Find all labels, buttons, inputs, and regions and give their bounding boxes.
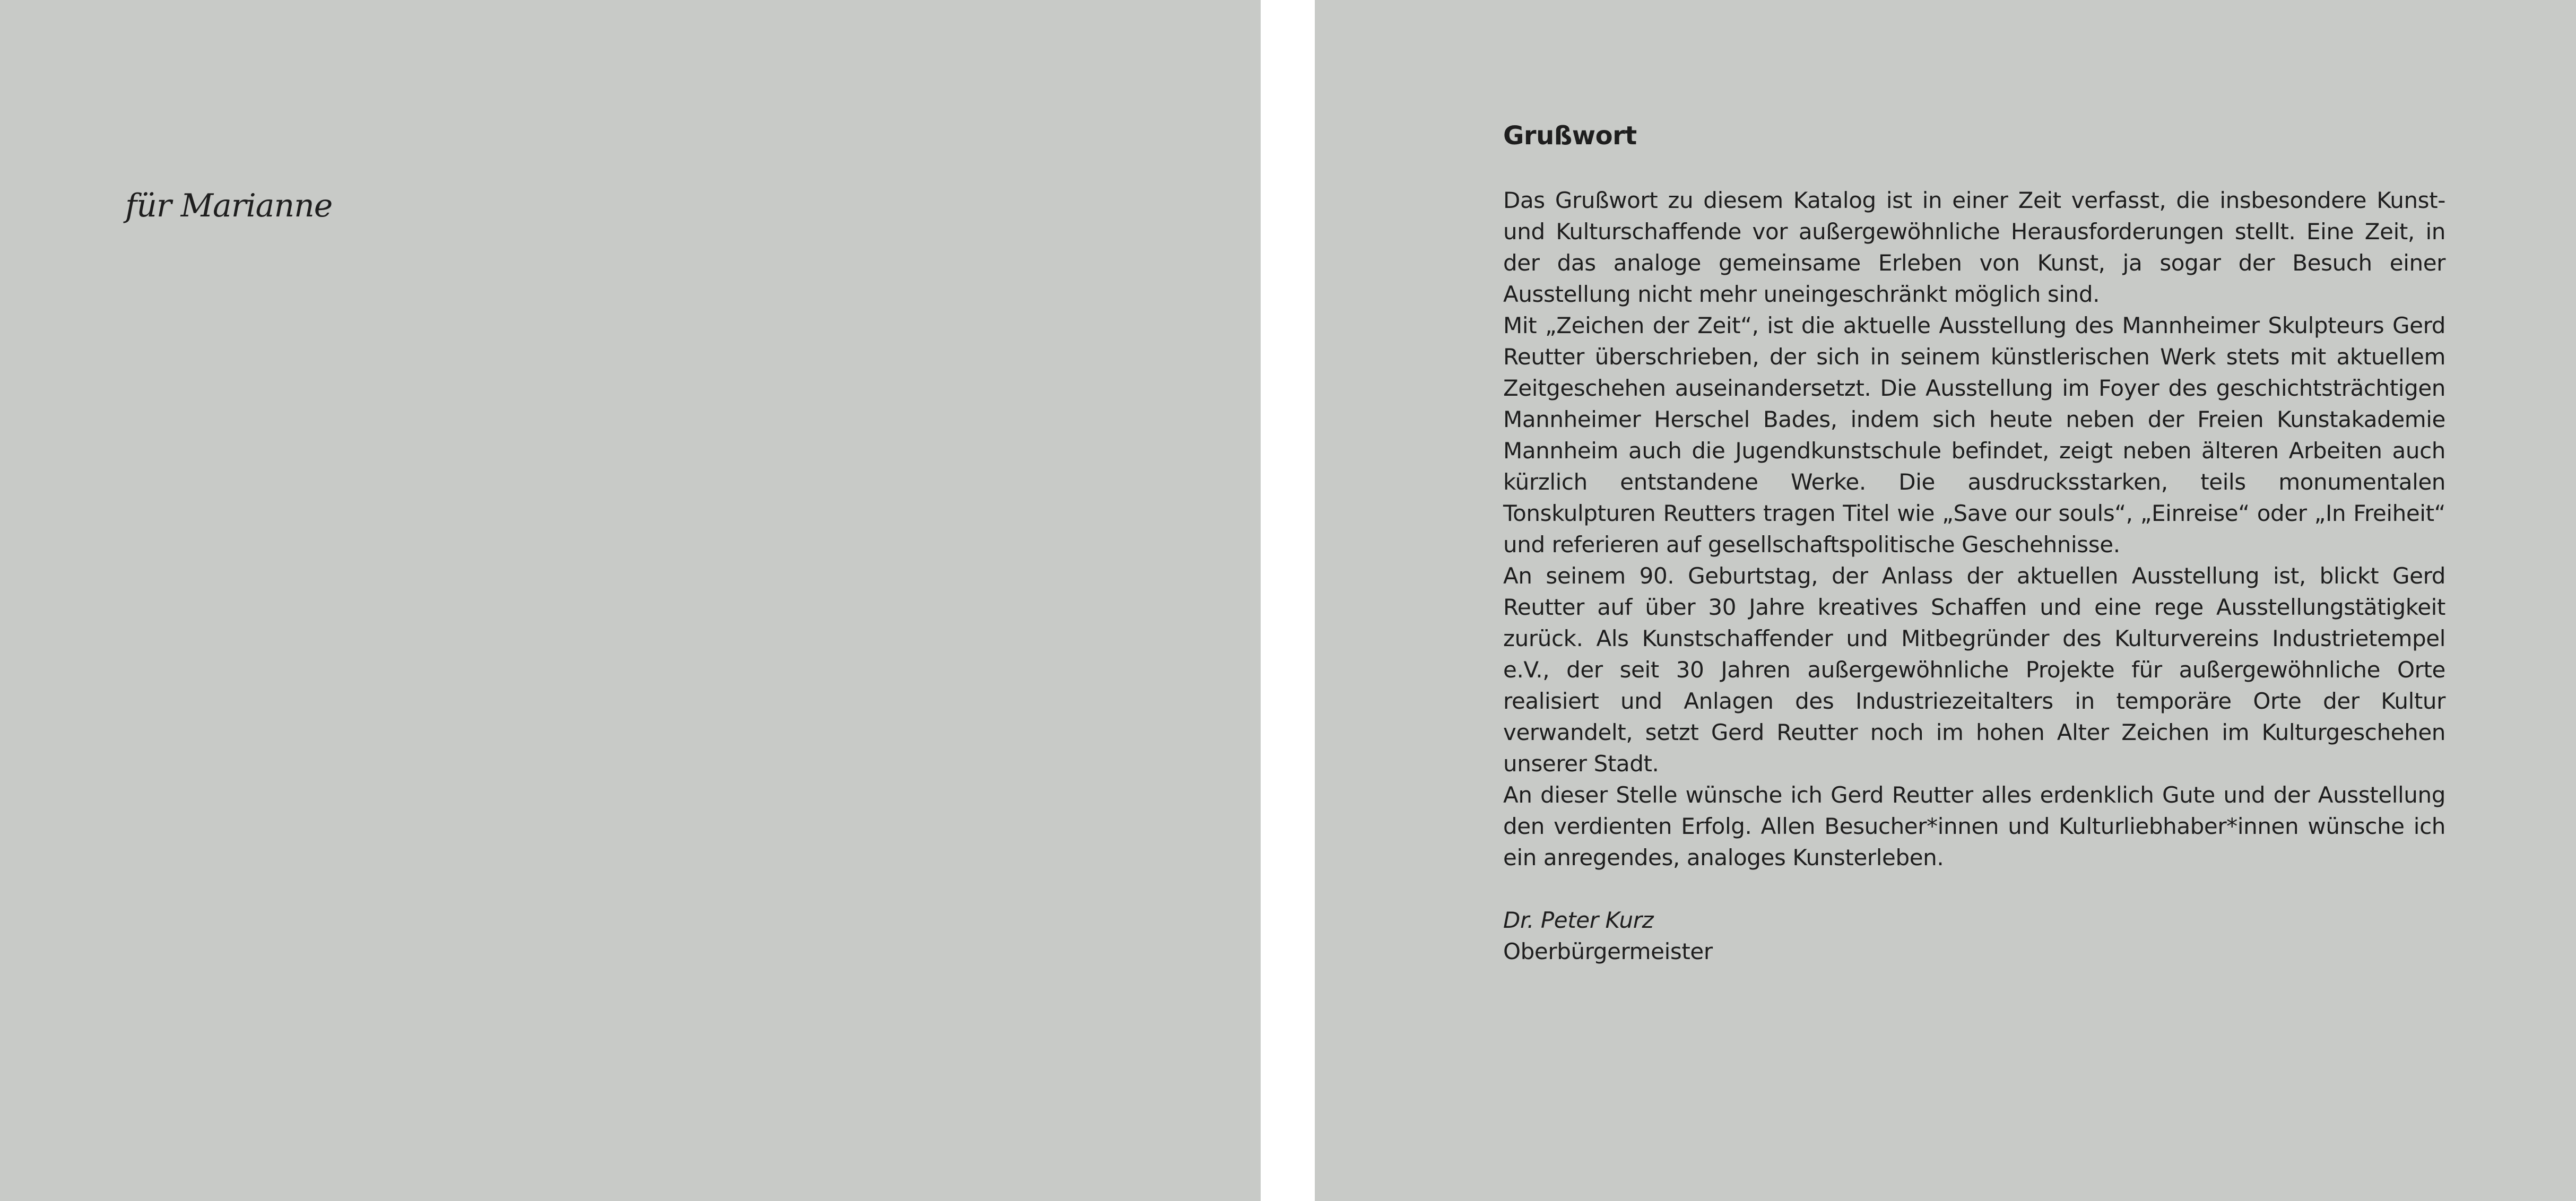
foreword-paragraph-4: An dieser Stelle wünsche ich Gerd Reutter alles erdenklich Gute und der Ausstellung den verdienten Erfolg. Allen Besucher*innen und Kulturliebhaber*innen wünsche ich ein anregendes, analoges Kunsterleben. xyxy=(1503,781,2445,871)
foreword-heading: Grußwort xyxy=(1503,121,1637,151)
right-page xyxy=(1315,0,2576,1201)
foreword-paragraph-1: Das Grußwort zu diesem Katalog ist in einer Zeit verfasst, die insbesondere Kunst- und Kulturschaffende vor außergewöhnliche Herausforderungen stellt. Eine Zeit, in der das analoge gemeinsame Erleben von Kunst, ja sogar der Besuch einer Ausstellung nicht mehr uneingeschränkt möglich sind. xyxy=(1503,187,2445,307)
dedication: für Marianne xyxy=(125,187,333,224)
left-page xyxy=(0,0,1261,1201)
foreword-content xyxy=(1503,121,2445,967)
signature-title: Oberbürgermeister xyxy=(1503,938,1713,964)
foreword-paragraph-3: An seinem 90. Geburtstag, der Anlass der aktuellen Ausstellung ist, blickt Gerd Reutter auf über 30 Jahre kreatives Schaffen und eine rege Ausstellungstätigkeit zurück. Als Kunstschaffender und Mitbegründer des Kulturvereins Industrietempel e.V., der seit 30 Jahren außergewöhnliche Projekte für außergewöhnliche Orte realisiert und Anlagen des Industriezeitalters in temporäre Orte der Kultur verwandelt, setzt Gerd Reutter noch im hohen Alter Zeichen im Kulturgeschehen unserer Stadt. xyxy=(1503,562,2445,777)
signature-name: Dr. Peter Kurz xyxy=(1503,907,1654,933)
foreword-paragraph-2: Mit „Zeichen der Zeit“, ist die aktuelle Ausstellung des Mannheimer Skulpteurs Gerd Reutter überschrieben, der sich in seinem künstlerischen Werk stets mit aktuellem Zeitgeschehen auseinandersetzt. Die Ausstellung im Foyer des geschichtsträchtigen Mannheimer Herschel Bades, indem sich heute neben der Freien Kunstakademie Mannheim auch die Jugendkunstschule befindet, zeigt neben älteren Arbeiten auch kürzlich entstandene Werke. Die ausdrucksstarken, teils monumentalen Tonskulpturen Reutters tragen Titel wie „Save our souls“, „Einreise“ oder „In Freiheit“ und referieren auf gesellschaftspolitische Geschehnisse. xyxy=(1503,312,2445,558)
signature-block xyxy=(1503,904,2445,967)
